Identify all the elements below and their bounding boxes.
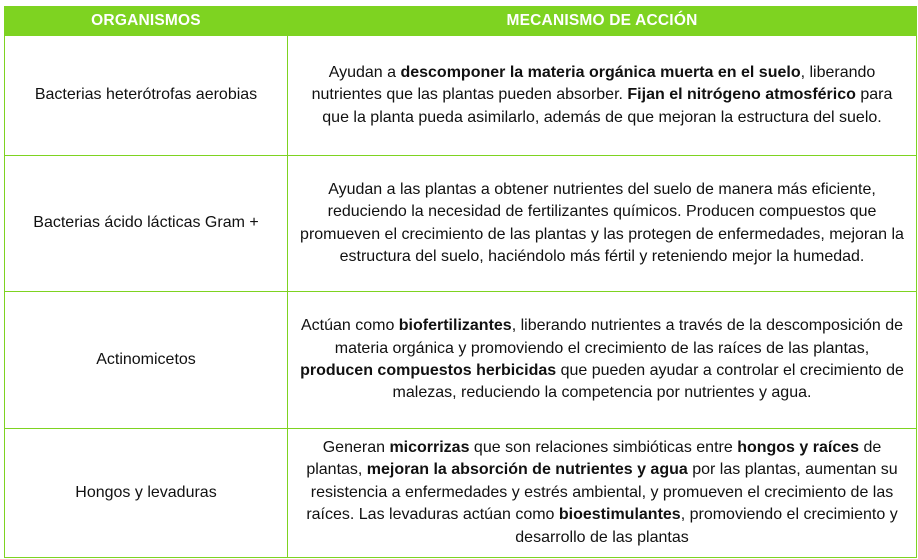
mechanism-text: por las plantas, aumentan su resistencia a enfermedades y estrés ambiental, y promueven el crecimiento de las raíces. Las levaduras actúan como	[306, 461, 898, 524]
organisms-table-container	[4, 6, 916, 558]
mechanism-bold-text: micorrizas	[389, 438, 470, 456]
mechanism-cell	[288, 156, 917, 292]
organism-cell: Actinomicetos	[5, 292, 288, 429]
mechanism-text: , liberando nutrientes que las plantas pueden absorber.	[311, 63, 876, 104]
mechanism-cell	[288, 429, 917, 558]
table-row	[5, 292, 917, 429]
organism-cell: Bacterias heterótrofas aerobias	[5, 36, 288, 156]
table-row	[5, 429, 917, 558]
mechanism-cell	[288, 292, 917, 429]
mechanism-text: Actúan como	[300, 317, 399, 335]
mechanism-bold-text: Fijan el nitrógeno atmosférico	[627, 86, 856, 104]
mechanism-bold-text: bioestimulantes	[558, 506, 681, 524]
mechanism-text: , promoviendo el crecimiento y desarrollo de las plantas	[515, 506, 898, 546]
mechanism-text: que son relaciones simbióticas entre	[469, 438, 738, 456]
mechanism-bold-text: hongos y raíces	[737, 438, 860, 456]
mechanism-text: , liberando nutrientes a través de la descomposición de materia orgánica y promoviendo el crecimiento de las raíces de las plantas,	[334, 317, 904, 357]
organism-cell: Bacterias ácido lácticas Gram +	[5, 156, 288, 292]
mechanism-bold-text: biofertilizantes	[398, 317, 512, 335]
mechanism-bold-text: mejoran la absorción de nutrientes y agua	[366, 461, 688, 479]
table-header-row	[5, 7, 917, 36]
mechanism-text: Ayudan a las plantas a obtener nutrientes del suelo de manera más eficiente, reduciendo la necesidad de fertilizantes químicos. Producen compuestos que promueven el crecimiento de las plantas y las protegen de enfermedades, mejoran la estructura del suelo, haciéndolo más fértil y reteniendo mejor la humedad.	[300, 180, 904, 265]
header-mechanism: MECANISMO DE ACCIÓN	[288, 7, 917, 36]
mechanism-text: para que la planta pueda asimilarlo, además de que mejoran la estructura del suelo.	[322, 86, 893, 126]
organism-cell: Hongos y levaduras	[5, 429, 288, 558]
table-row	[5, 156, 917, 292]
mechanism-bold-text: producen compuestos herbicidas	[300, 362, 557, 379]
mechanism-text: que pueden ayudar a controlar el crecimiento de malezas, reduciendo la competencia por nutrientes y agua.	[392, 362, 904, 402]
table-row	[5, 36, 917, 156]
mechanism-cell	[288, 36, 917, 156]
organisms-mechanism-table	[4, 6, 917, 558]
mechanism-text: de plantas,	[306, 438, 882, 479]
mechanism-text: Ayudan a	[328, 63, 401, 81]
mechanism-bold-text: descomponer la materia orgánica muerta en el suelo	[400, 63, 801, 81]
header-organisms: ORGANISMOS	[5, 7, 288, 36]
mechanism-text: Generan	[322, 438, 390, 456]
